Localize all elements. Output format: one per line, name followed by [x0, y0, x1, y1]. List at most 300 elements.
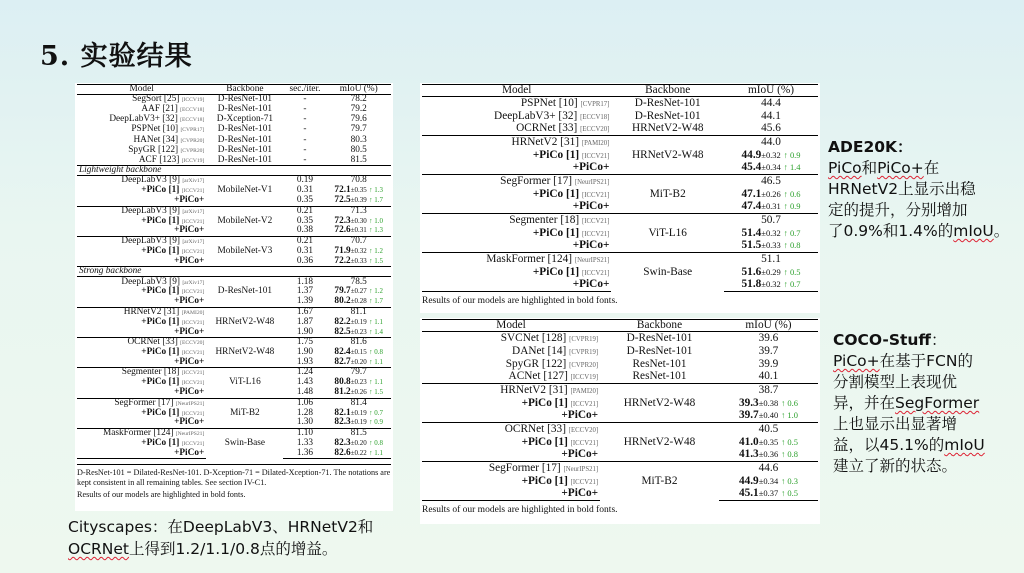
miou-cell: [326, 226, 391, 236]
section-row: [77, 165, 391, 175]
table-footnote-bold: Results of our models are highlighted in bold fonts.: [77, 490, 246, 500]
text-fragment: 。: [993, 222, 1010, 240]
venue-tag: [arXiv17]: [182, 208, 205, 215]
backbone-cell: MiT-B2: [600, 462, 719, 501]
backbone-cell: Swin-Base: [206, 428, 283, 458]
model-name: +PiCo+: [572, 161, 610, 174]
miou-value: 81.5: [350, 427, 367, 438]
model-name: SegFormer [17]: [114, 397, 174, 408]
venue-tag: [ECCV20]: [568, 426, 599, 434]
gain-value: ↑ 1.3: [369, 226, 383, 235]
venue-tag: [CVPR19]: [569, 335, 599, 343]
coco-line-6: 建立了新的状态。: [833, 457, 958, 475]
sec-cell: 1.48: [296, 387, 314, 398]
backbone-cell: D-ResNet-101: [626, 344, 693, 357]
model-name: +PiCo [1]: [532, 226, 580, 239]
ade20k-heading: ADE20K：: [828, 138, 913, 156]
model-name: HRNetV2 [31]: [123, 306, 180, 317]
model-name: MaskFormer [124]: [486, 252, 573, 265]
venue-tag: [ICCV19]: [570, 374, 599, 382]
model-cell: [77, 448, 206, 458]
miou-cell: 80.3: [350, 134, 367, 145]
miou-value: 50.7: [761, 213, 781, 226]
model-name: SpyGR [122]: [128, 144, 179, 155]
model-cell: [422, 123, 611, 136]
backbone-cell: D-ResNet-101: [217, 286, 273, 297]
term-pico-plus: PiCo+: [833, 352, 880, 370]
model-cell: [422, 488, 600, 501]
table-row: [422, 358, 818, 371]
table-row: [422, 175, 818, 188]
miou-value: 81.4: [350, 397, 367, 408]
model-cell: [422, 188, 611, 201]
miou-value: 51.5: [741, 239, 762, 252]
miou-cell: 44.4: [761, 96, 781, 109]
gain-value: ↑ 0.7: [783, 227, 801, 238]
model-name: +PiCo [1]: [532, 148, 580, 161]
table-row: [422, 371, 818, 384]
sec-cell: -: [303, 144, 307, 155]
model-cell: [422, 410, 600, 423]
venue-tag: [NeurIPS21]: [175, 430, 205, 437]
venue-tag: [ICCV21]: [570, 478, 599, 486]
miou-value: 51.8: [741, 278, 762, 291]
ade20k-line-2: HRNetV2上显示出稳: [828, 180, 976, 198]
venue-tag: [ICCV21]: [181, 319, 205, 326]
model-cell: [77, 155, 206, 165]
miou-value: 44.9: [741, 148, 762, 161]
slide-title: 5. 实验结果: [40, 41, 193, 72]
gain-value: ↑ 0.8: [369, 347, 383, 356]
venue-tag: [ICCV21]: [570, 439, 599, 447]
miou-std: ±0.27: [350, 287, 367, 296]
model-cell: [422, 423, 600, 436]
miou-value: 45.4: [741, 161, 762, 174]
miou-value: 40.5: [758, 422, 779, 435]
venue-tag: [ICCV21]: [181, 440, 205, 447]
header-sec-iter: sec./iter.: [283, 85, 326, 95]
miou-cell: [719, 475, 818, 488]
model-name: PSPNet [10]: [131, 124, 179, 135]
miou-value: 41.0: [738, 435, 759, 448]
header-model: Model: [422, 320, 600, 332]
venue-tag: [NeurIPS21]: [563, 465, 599, 473]
venue-tag: [ICCV21]: [581, 269, 610, 277]
coco-line-1: [833, 351, 1018, 372]
venue-tag: [ICCV21]: [570, 400, 599, 408]
miou-std: ±0.26: [350, 388, 367, 397]
miou-value: 70.8: [350, 175, 367, 186]
sec-cell: 1.43: [296, 377, 314, 388]
model-name: AAF [21]: [141, 104, 178, 115]
miou-cell: 39.7: [758, 344, 779, 357]
miou-cell: [326, 257, 391, 267]
miou-cell: 39.6: [758, 331, 779, 344]
model-name: Segmenter [18]: [121, 367, 180, 378]
term-ocrnet: OCRNet: [68, 540, 130, 558]
miou-std: ±0.33: [761, 240, 781, 251]
miou-value: 71.9: [334, 245, 351, 256]
text-fragment: 在基于FCN的: [879, 352, 973, 370]
backbone-cell: D-ResNet-101: [217, 154, 273, 165]
table-row: [422, 136, 818, 149]
coco-stuff-heading: COCO-Stuff: [833, 331, 931, 349]
backbone-cell: D-ResNet-101: [217, 104, 273, 115]
miou-std: ±0.23: [350, 327, 367, 336]
model-cell: [422, 279, 611, 292]
header-backbone: Backbone: [600, 320, 719, 332]
backbone-cell: D-ResNet-101: [217, 134, 273, 145]
sec-cell: -: [303, 94, 307, 105]
sec-cell: 1.75: [283, 337, 326, 347]
miou-std: ±0.35: [350, 186, 367, 195]
miou-value: 82.3: [334, 437, 351, 448]
miou-cell: [724, 253, 818, 266]
model-cell: [422, 227, 611, 240]
backbone-cell: HRNetV2-W48: [611, 136, 724, 175]
model-name: +PiCo [1]: [521, 474, 568, 487]
miou-value: 72.3: [334, 215, 351, 226]
backbone-cell: ViT-L16: [611, 214, 724, 253]
text-fragment: 益，以45.1%的: [833, 436, 945, 454]
miou-value: 47.4: [741, 200, 762, 213]
venue-tag: [NeurIPS21]: [574, 256, 610, 264]
gain-value: ↑ 0.8: [369, 438, 383, 447]
venue-tag: [CVPR17]: [580, 100, 610, 108]
model-name: DeepLabV3 [9]: [121, 235, 180, 246]
sec-cell: 1.10: [283, 428, 326, 438]
miou-value: 47.1: [741, 187, 762, 200]
miou-cell: [724, 188, 818, 201]
coco-stuff-table-panel: [420, 318, 820, 524]
miou-cell: [724, 240, 818, 253]
term-miou: mIoU: [944, 436, 985, 454]
sec-cell: 1.37: [296, 286, 314, 297]
miou-std: ±0.34: [761, 162, 781, 173]
miou-cell: 79.7: [350, 124, 367, 135]
miou-std: ±0.23: [350, 378, 367, 387]
text-fragment: 在: [923, 159, 940, 177]
backbone-cell: D-ResNet-101: [217, 94, 273, 105]
text-fragment: 了0.9%和1.4%的: [828, 222, 954, 240]
model-cell: [77, 297, 206, 307]
cityscapes-table: [77, 84, 391, 459]
model-name: +PiCo+: [561, 448, 599, 461]
miou-cell: [724, 227, 818, 240]
model-name: SegSort [25]: [132, 94, 180, 105]
model-cell: [77, 257, 206, 267]
model-name: DeepLabV3 [9]: [121, 276, 180, 287]
model-name: Segmenter [18]: [509, 213, 580, 226]
gain-value: ↑ 0.7: [369, 408, 383, 417]
model-cell: [422, 149, 611, 162]
miou-cell: 80.5: [350, 144, 367, 155]
backbone-cell: ViT-L16: [206, 368, 283, 398]
table-row: [422, 332, 818, 345]
backbone-cell: HRNetV2-W48: [631, 122, 704, 135]
sec-cell: -: [303, 114, 307, 125]
venue-tag: [ICCV21]: [581, 217, 610, 225]
ade20k-table-panel: [420, 83, 820, 313]
model-name: SegFormer [17]: [488, 461, 561, 474]
miou-cell: 79.6: [350, 114, 367, 125]
miou-cell: [719, 410, 818, 423]
miou-cell: [326, 196, 391, 206]
sec-cell: 0.35: [296, 215, 314, 226]
gain-value: ↑ 0.9: [369, 418, 383, 427]
table-footnote: Results of our models are highlighted in bold fonts.: [422, 296, 618, 307]
header-miou: mIoU (%): [326, 85, 391, 95]
gain-value: ↑ 1.1: [369, 317, 383, 326]
miou-std: ±0.19: [350, 418, 367, 427]
backbone-cell: HRNetV2-W48: [600, 423, 719, 462]
backbone-cell: D-ResNet-101: [217, 144, 273, 155]
model-cell: [77, 388, 206, 398]
table-row: [422, 110, 818, 123]
gain-value: ↑ 1.7: [369, 297, 383, 306]
gain-value: ↑ 1.0: [781, 410, 798, 421]
model-name: PSPNet [10]: [520, 96, 578, 109]
miou-value: 41.3: [738, 448, 759, 461]
model-name: +PiCo+: [174, 447, 205, 458]
miou-value: 45.1: [738, 487, 759, 500]
model-name: HRNetV2 [31]: [500, 383, 568, 396]
miou-value: 51.1: [761, 252, 781, 265]
model-name: +PiCo+: [572, 239, 610, 252]
miou-value: 39.7: [738, 409, 759, 422]
coco-line-3: [833, 393, 1018, 414]
gain-value: ↑ 1.3: [369, 186, 383, 195]
backbone-cell: Swin-Base: [611, 253, 724, 292]
cityscapes-table-panel: [75, 83, 393, 511]
miou-std: ±0.31: [350, 226, 367, 235]
table-footnote: Results of our models are highlighted in bold fonts.: [422, 505, 618, 516]
miou-std: ±0.32: [761, 279, 781, 290]
model-cell: [422, 384, 600, 397]
cityscapes-caption: [68, 516, 373, 560]
miou-value: 79.7: [334, 286, 351, 297]
caption-line-1: Cityscapes：在DeepLabV3、HRNetV2和: [68, 518, 374, 536]
gain-value: ↑ 1.4: [369, 327, 383, 336]
venue-tag: [ICCV21]: [181, 248, 205, 255]
miou-value: 81.2: [334, 387, 351, 398]
miou-std: ±0.38: [758, 397, 779, 408]
miou-std: ±0.35: [758, 436, 779, 447]
model-cell: [422, 436, 600, 449]
venue-tag: [arXiv17]: [182, 279, 205, 286]
ade20k-description: [828, 137, 1018, 242]
miou-value: 70.7: [350, 235, 367, 246]
model-cell: [422, 371, 600, 384]
model-name: +PiCo [1]: [521, 396, 568, 409]
table-row: [77, 145, 391, 155]
model-cell: [422, 253, 611, 266]
miou-value: 72.1: [334, 185, 351, 196]
model-cell: [422, 240, 611, 253]
gain-value: ↑ 1.2: [369, 287, 383, 296]
miou-cell: [719, 397, 818, 410]
miou-cell: [724, 279, 818, 292]
model-cell: [422, 358, 600, 371]
venue-tag: [ICCV21]: [181, 349, 205, 356]
miou-value: 51.4: [741, 226, 762, 239]
miou-cell: [724, 162, 818, 175]
term-miou: mIoU: [953, 222, 994, 240]
text-fragment: 上得到1.2/1.1/0.8点的增益。: [129, 540, 338, 558]
venue-tag: [CVPR17]: [180, 127, 205, 134]
venue-tag: [ECCV20]: [180, 340, 205, 347]
coco-stuff-table: [422, 319, 818, 501]
miou-std: ±0.33: [350, 256, 367, 265]
miou-cell: [326, 448, 391, 458]
miou-cell: [719, 436, 818, 449]
miou-value: 80.8: [334, 377, 351, 388]
model-name: +PiCo+: [572, 278, 610, 291]
venue-tag: [ECCV18]: [580, 113, 610, 121]
gain-value: ↑ 0.5: [783, 266, 801, 277]
miou-value: 81.6: [350, 337, 367, 348]
model-cell: [422, 175, 611, 188]
miou-cell: 40.1: [758, 370, 779, 383]
model-name: +PiCo+: [174, 387, 205, 398]
miou-std: ±0.32: [761, 149, 781, 160]
section-label: Strong backbone: [77, 267, 391, 277]
header-backbone: Backbone: [611, 85, 724, 97]
miou-cell: [326, 418, 391, 428]
coco-stuff-heading-line: [833, 330, 1018, 351]
miou-std: ±0.20: [350, 438, 367, 447]
model-name: DeepLabV3+ [32]: [494, 109, 578, 122]
model-cell: [422, 201, 611, 214]
table-row: [422, 253, 818, 266]
sec-cell: 1.24: [283, 368, 326, 378]
sec-cell: -: [303, 104, 307, 115]
gain-value: ↑ 0.6: [783, 188, 801, 199]
backbone-cell: ResNet-101: [632, 357, 687, 370]
table-footnote: D-ResNet-101 = Dilated-ResNet-101. D-Xception-71 = Dilated-Xception-71. The notations are kept consistent in all remaining tables. See section IV-C1.: [77, 464, 391, 488]
sec-cell: -: [303, 124, 307, 135]
miou-value: 46.5: [761, 174, 781, 187]
sec-cell: 0.36: [296, 255, 314, 266]
venue-tag: [PAMI20]: [581, 139, 610, 147]
header-model: Model: [422, 85, 611, 97]
miou-std: ±0.19: [350, 317, 367, 326]
model-name: DeepLabV3+ [32]: [109, 114, 178, 125]
sec-cell: -: [303, 154, 307, 165]
table-row: [77, 125, 391, 135]
model-name: OCRNet [33]: [504, 422, 566, 435]
text-fragment: 和: [861, 159, 878, 177]
miou-std: ±0.30: [350, 216, 367, 225]
sec-cell: 1.90: [296, 326, 314, 337]
venue-tag: [CVPR20]: [180, 137, 205, 144]
model-cell: [422, 332, 600, 345]
miou-cell: [724, 175, 818, 188]
venue-tag: [ICCV21]: [181, 380, 205, 387]
backbone-cell: D-ResNet-101: [634, 109, 701, 122]
sec-cell: 0.19: [296, 175, 314, 186]
model-cell: [77, 418, 206, 428]
gain-value: ↑ 0.9: [783, 149, 801, 160]
model-name: +PiCo [1]: [532, 265, 580, 278]
model-cell: [422, 475, 600, 488]
sec-cell: 1.93: [296, 356, 314, 367]
table-row: [422, 214, 818, 227]
miou-std: ±0.28: [350, 297, 367, 306]
miou-value: 38.7: [758, 383, 779, 396]
sec-cell: 0.35: [296, 195, 314, 206]
model-name: DANet [14]: [512, 344, 567, 357]
venue-tag: [CVPR20]: [180, 147, 205, 154]
model-name: +PiCo [1]: [141, 185, 180, 196]
miou-std: ±0.32: [350, 246, 367, 255]
model-name: +PiCo+: [561, 409, 599, 422]
backbone-cell: MobileNet-V1: [217, 185, 273, 196]
sec-cell: 1.87: [296, 316, 314, 327]
miou-cell: [719, 423, 818, 436]
venue-tag: [CVPR19]: [569, 348, 599, 356]
backbone-cell: HRNetV2-W48: [206, 337, 283, 367]
miou-std: ±0.19: [350, 408, 367, 417]
model-cell: [422, 449, 600, 462]
miou-std: ±0.36: [758, 449, 779, 460]
miou-std: ±0.39: [350, 196, 367, 205]
gain-value: ↑ 0.9: [783, 201, 801, 212]
model-cell: [422, 97, 611, 110]
sec-cell: 1.67: [283, 307, 326, 317]
table-row: [77, 135, 391, 145]
miou-cell: 45.6: [761, 122, 781, 135]
header-model: Model: [77, 85, 206, 95]
sec-cell: 0.21: [283, 236, 326, 246]
coco-line-4: 上也显示出显著增: [833, 415, 958, 433]
miou-cell: [326, 327, 391, 337]
model-name: SpyGR [122]: [505, 357, 567, 370]
model-cell: [77, 196, 206, 206]
backbone-cell: MobileNet-V3: [206, 236, 283, 266]
miou-cell: [724, 266, 818, 279]
gain-value: ↑ 0.7: [783, 279, 801, 290]
miou-value: 82.3: [334, 417, 351, 428]
text-fragment: ：: [931, 331, 947, 349]
gain-value: ↑ 0.3: [781, 475, 798, 486]
ade20k-line-3: 定的提升，分别增加: [828, 201, 968, 219]
sec-cell: 1.30: [296, 417, 314, 428]
miou-value: 72.6: [334, 225, 351, 236]
model-name: +PiCo+: [174, 326, 205, 337]
miou-std: ±0.22: [350, 448, 367, 457]
venue-tag: [ECCV18]: [180, 117, 205, 124]
gain-value: ↑ 1.7: [369, 196, 383, 205]
backbone-cell: MiT-B2: [206, 398, 283, 428]
model-name: DeepLabV3 [9]: [121, 205, 180, 216]
model-name: +PiCo [1]: [141, 377, 180, 388]
coco-line-2: 分割模型上表现优: [833, 373, 958, 391]
backbone-cell: HRNetV2-W48: [206, 307, 283, 337]
term-pico-plus: PiCo+: [877, 159, 924, 177]
miou-value: 39.3: [738, 396, 759, 409]
model-cell: [422, 462, 600, 475]
sec-cell: 1.33: [296, 437, 314, 448]
gain-value: ↑ 0.8: [781, 449, 798, 460]
model-name: HRNetV2 [31]: [511, 135, 580, 148]
miou-std: ±0.31: [761, 201, 781, 212]
table-row: [422, 123, 818, 136]
miou-cell: [719, 384, 818, 397]
venue-tag: [CVPR20]: [569, 361, 599, 369]
miou-std: ±0.29: [761, 266, 781, 277]
gain-value: ↑ 1.5: [369, 256, 383, 265]
